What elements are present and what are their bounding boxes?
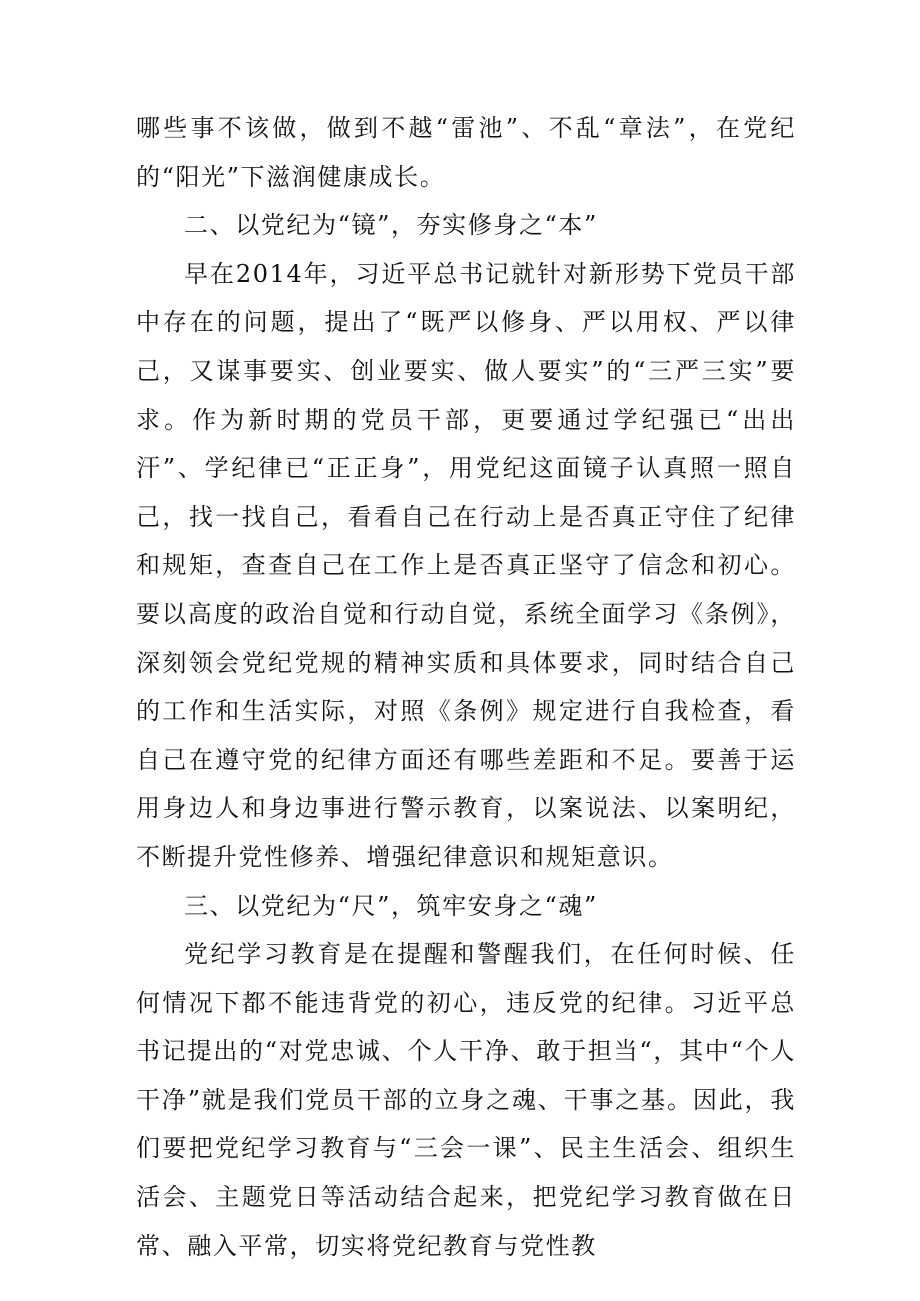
document-body (136, 104, 796, 1270)
section-heading-3: 三、以党纪为“尺”，筑牢安身之“魂” (184, 891, 598, 920)
paragraph-section-2: 早在2014年，习近平总书记就针对新形势下党员干部中存在的问题，提出了“既严以修身、严以用权、严以律己，又谋事要实、创业要实、做人要实”的“三严三实”要求。作为新时期的党员干部，更要通过学纪强已“出出汗”、学纪律已“正正身”，用党纪这面镜子认真照一照自己，找一找自己，看看自己在行动上是否真正守住了纪律和规矩，查查自己在工作上是否真正坚守了信念和初心。要以高度的政治自觉和行动自觉，系统全面学习《条例》，深刻领会党纪党规的精神实质和具体要求，同时结合自己的工作和生活实际，对照《条例》规定进行自我检查，看自己在遵守党的纪律方面还有哪些差距和不足。要善于运用身边人和身边事进行警示教育，以案说法、以案明纪，不断提升党性修养、增强纪律意识和规矩意识。 (136, 259, 796, 871)
section-heading-2: 二、以党纪为“镜”，夯实修身之“本” (184, 211, 598, 240)
paragraph-continuation: 哪些事不该做，做到不越“雷池”、不乱“章法”，在党纪的“阳光”下滋润健康成长。 (136, 114, 796, 191)
paragraph-section-3: 党纪学习教育是在提醒和警醒我们，在任何时候、任何情况下都不能违背党的初心，违反党的纪律。习近平总书记提出的“对党忠诚、个人干净、敢于担当“，其中“个人干净”就是我们党员干部的立身之魂、干事之基。因此，我们要把党纪学习教育与“三会一课”、民主生活会、组织生活会、主题党日等活动结合起来，把党纪学习教育做在日常、融入平常，切实将党纪教育与党性教 (136, 940, 796, 1260)
